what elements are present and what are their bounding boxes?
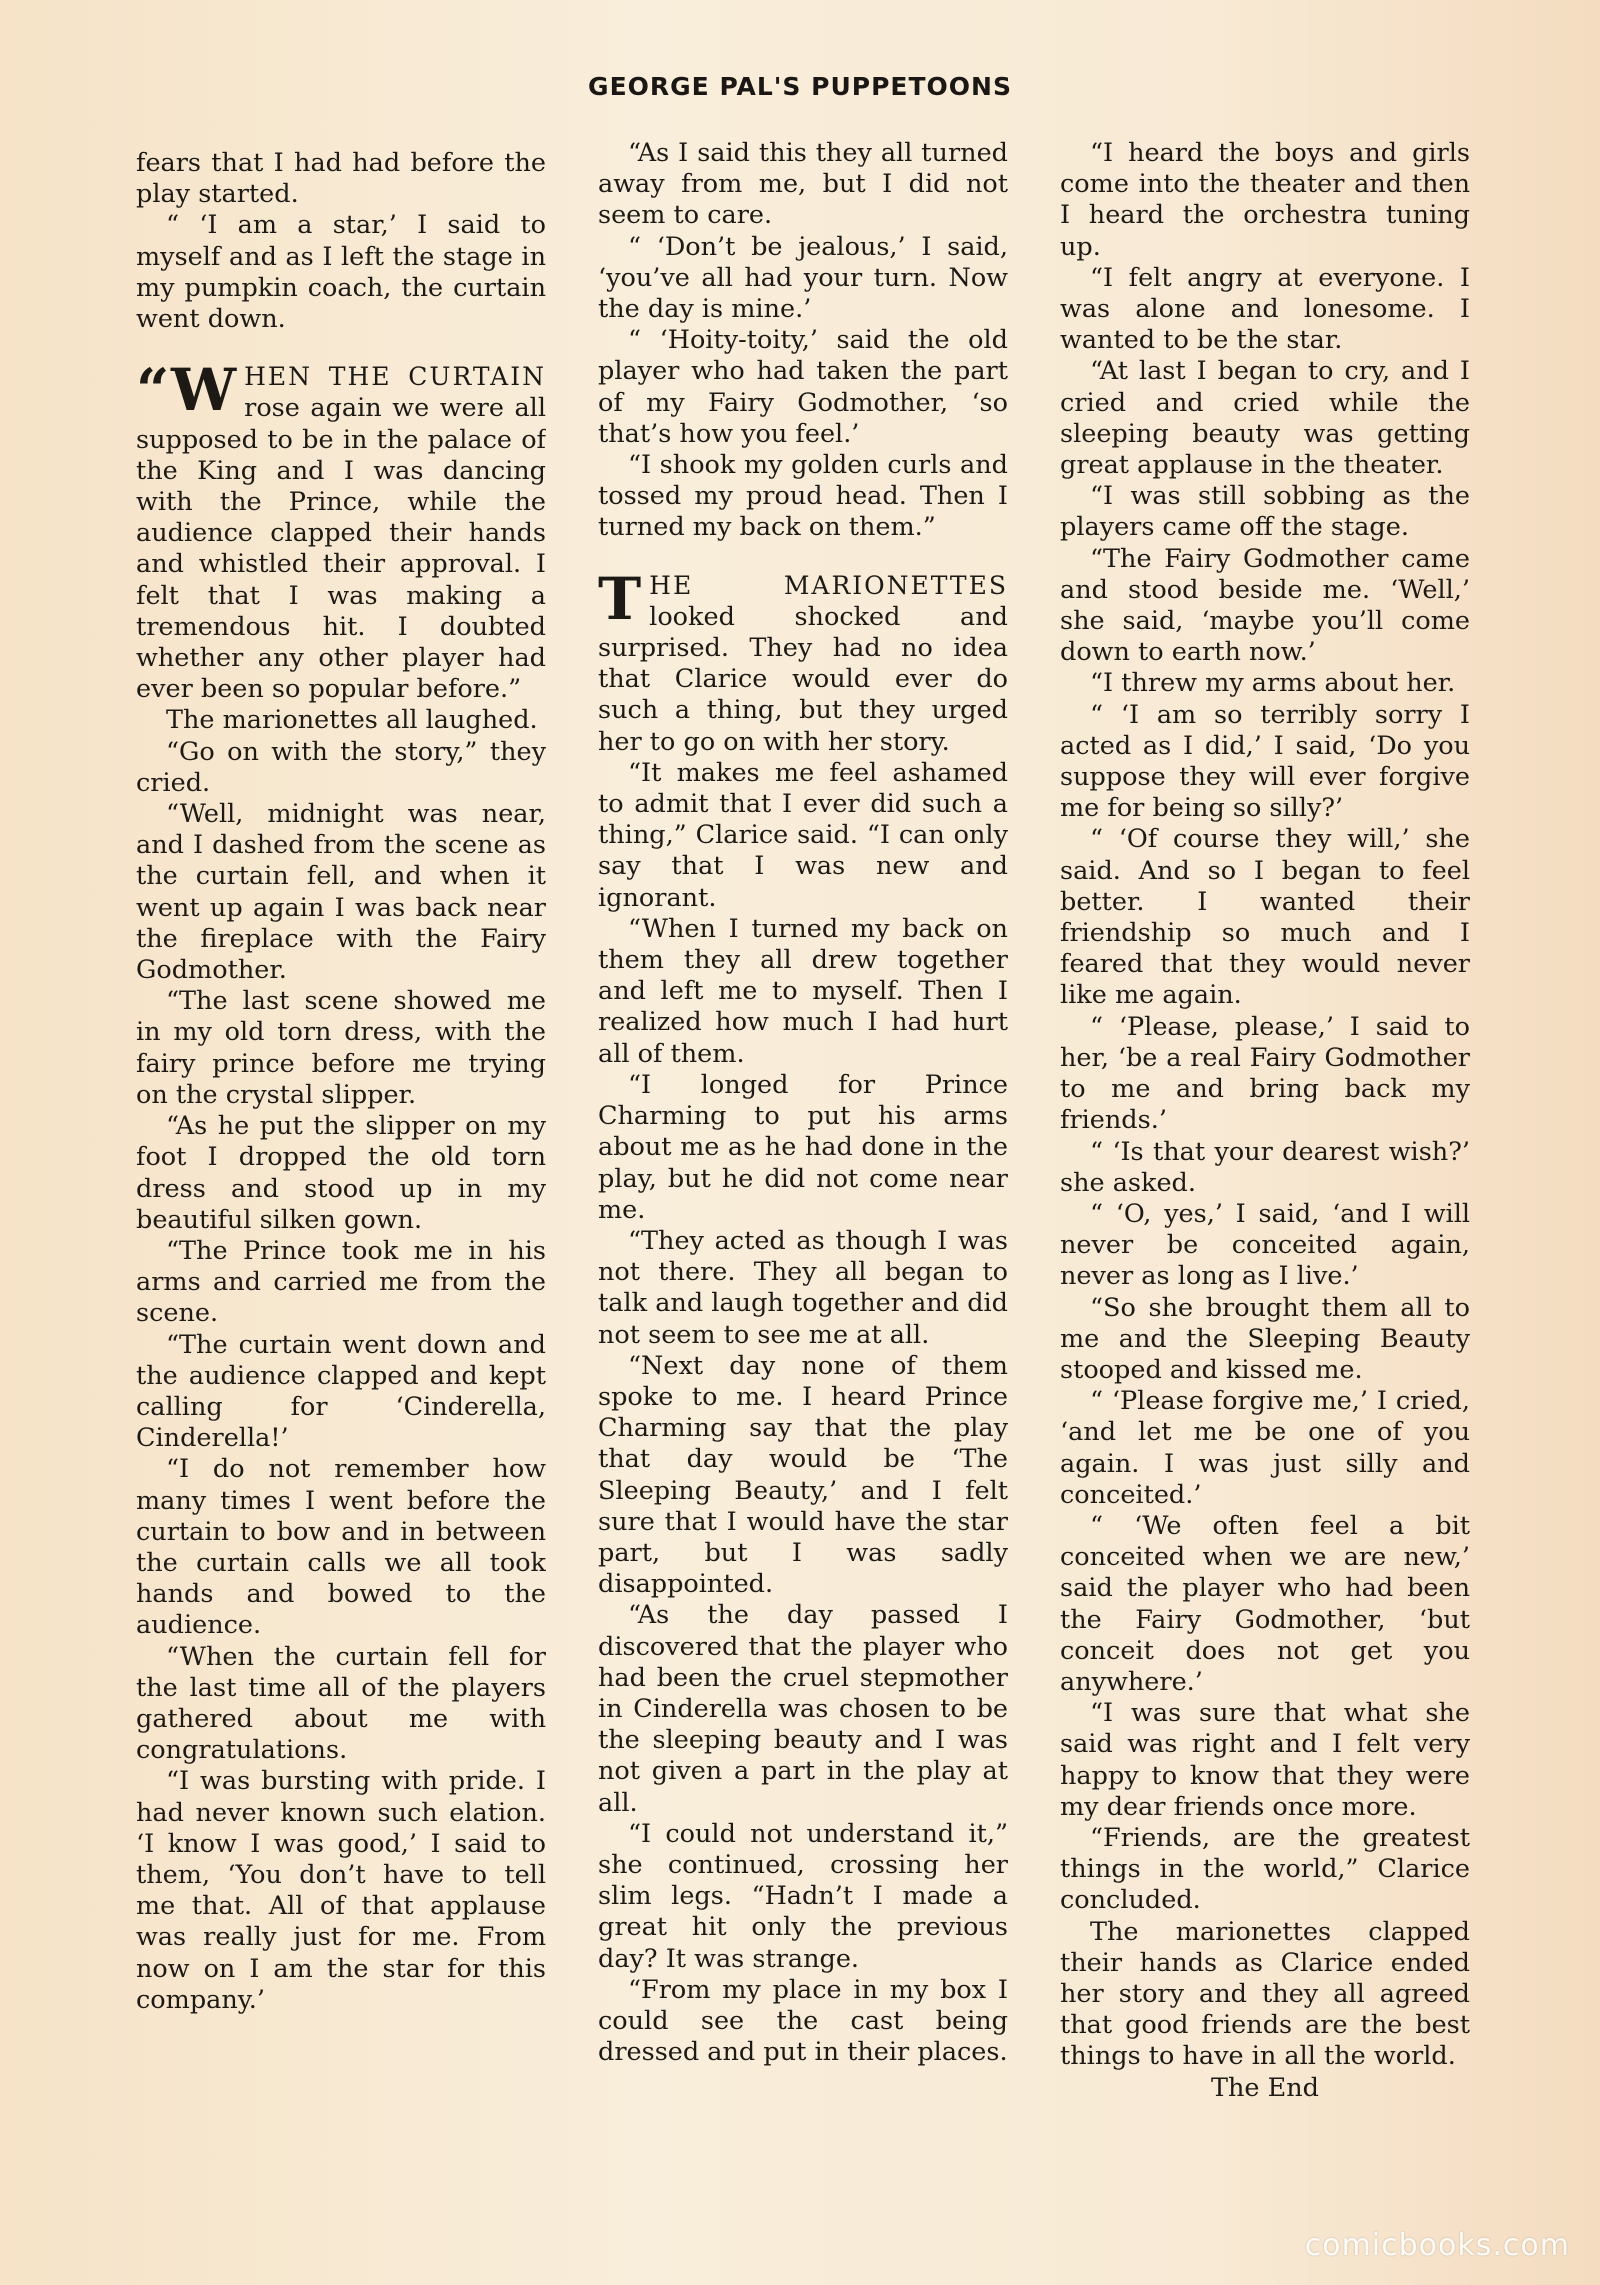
paragraph: “At last I began to cry, and I cried and cried while the sleeping beauty was getting great applause in the theater. [1060,356,1470,481]
paragraph: fears that I had had before the play started. [136,148,546,210]
paragraph: The marionettes clapped their hands as Clarice ended her story and they all agreed that good friends are the best things to have in all the world. [1060,1916,1470,2072]
section-lead-caps: HEN THE CURTAIN [244,362,546,392]
paragraph: “I threw my arms about her. [1090,668,1456,699]
paragraph: “The Prince took me in his arms and carried me from the scene. [136,1235,546,1329]
story-end-label: The End [1211,2072,1319,2103]
section-opening-paragraph [598,564,1008,758]
paragraph: “The curtain went down and the audience clapped and kept calling for ‘Cinderella, Cinderella!’ [136,1329,546,1454]
section-opening-paragraph [136,356,546,705]
paragraph: “As I said this they all turned away from me, but I did not seem to care. [598,138,1008,231]
paragraph: “ ‘I am a star,’ I said to myself and as I left the stage in my pumpkin coach, the curtain went down. [136,210,546,335]
text-column-3 [1060,138,1470,2158]
paragraph: “ ‘Please, please,’ I said to her, ‘be a real Fairy Godmother to me and bring back my friends.’ [1060,1011,1470,1136]
paragraph: “Friends, are the greatest things in the world,” Clarice concluded. [1060,1822,1470,1916]
paragraph: “They acted as though I was not there. They all began to talk and laugh together and did not seem to see me at all. [598,1225,1008,1350]
paragraph: “ ‘I am so terribly sorry I acted as I did,’ I said, ‘Do you suppose they will ever forgive me for being so silly?’ [1060,699,1470,824]
paragraph: “I longed for Prince Charming to put his arms about me as he had done in the play, but he did not come near me. [598,1069,1008,1225]
paragraph: “I was still sobbing as the players came off the stage. [1060,481,1470,543]
paragraph: “Next day none of them spoke to me. I heard Prince Charming say that the play that day would be ‘The Sleeping Beauty,’ and I felt sure that I would have the star part, but I was sadly disappointed. [598,1350,1008,1600]
paragraph: “As the day passed I discovered that the player who had been the cruel stepmother in Cinderella was chosen to be the sleeping beauty and I was not given a part in the play at all. [598,1600,1008,1818]
paragraph: “When the curtain fell for the last time all of the players gathered about me with congratulations. [136,1641,546,1766]
paragraph: “I was bursting with pride. I had never known such elation. ‘I know I was good,’ I said to them, ‘You don’t have to tell me that. All of that applause was really just for me. From now on I am the star for this company.’ [136,1766,546,2015]
paragraph: “ ‘Don’t be jealous,’ I said, ‘you’ve all had your turn. Now the day is mine.’ [598,231,1008,325]
paragraph: “I felt angry at everyone. I was alone and lonesome. I wanted to be the star. [1060,262,1470,356]
paragraph: The marionettes all laughed. [166,705,538,736]
paragraph: “As he put the slipper on my foot I dropped the old torn dress and stood up in my beautiful silken gown. [136,1111,546,1235]
drop-cap: “W [136,356,237,425]
paragraph: “I heard the boys and girls come into the theater and then I heard the orchestra tuning up. [1060,138,1470,262]
paragraph: “I shook my golden curls and tossed my proud head. Then I turned my back on them.” [598,450,1008,543]
paragraph: “I do not remember how many times I went before the curtain to bow and in between the curtain calls we all took hands and bowed to the audience. [136,1454,546,1641]
paragraph: “So she brought them all to me and the Sleeping Beauty stooped and kissed me. [1060,1292,1470,1385]
section-text: looked shocked and surprised. They had no idea that Clarice would ever do such a thing, but they urged her to go on with her story. [598,601,1008,757]
paragraph: “I was sure that what she said was right and I felt very happy to know that they were my dear friends once more. [1060,1698,1470,1822]
paragraph: “ ‘Of course they will,’ she said. And so I began to feel better. I wanted their friendship so much and I feared that they would never like me again. [1060,824,1470,1011]
drop-cap: T [598,564,642,633]
paragraph: “ ‘Is that your dearest wish?’ she asked. [1060,1136,1470,1198]
paragraph: “ ‘Please forgive me,’ I cried, ‘and let me be one of you again. I was just silly and conceited.’ [1060,1386,1470,1510]
text-column-1 [136,148,546,2168]
paragraph: “ ‘We often feel a bit conceited when we are new,’ said the player who had been the Fairy Godmother, ‘but conceit does not get you anywhere.’ [1060,1510,1470,1697]
paragraph: “I could not understand it,” she continued, crossing her slim legs. “Hadn’t I made a great hit only the previous day? It was strange. [598,1818,1008,1974]
section-text: rose again we were all supposed to be in the palace of the King and I was dancing with the Prince, while the audience clapped their hands and whistled their approval. I felt that I was making a tremendous hit. I doubted whether any other player had ever been so popular before.” [136,393,546,705]
paragraph: “Go on with the story,” they cried. [136,736,546,798]
paragraph: “When I turned my back on them they all drew together and left me to myself. Then I realized how much I had hurt all of them. [598,913,1008,1069]
section-lead-caps: HE MARIONETTES [649,570,1008,600]
watermark: comicbooks.com [1304,2228,1570,2263]
paragraph: “ ‘Hoity-toity,’ said the old player who had taken the part of my Fairy Godmother, ‘so that’s how you feel.’ [598,325,1008,449]
paragraph: “The Fairy Godmother came and stood beside me. ‘Well,’ she said, ‘maybe you’ll come down to earth now.’ [1060,543,1470,668]
text-column-2 [598,138,1008,2158]
paragraph: “From my place in my box I could see the cast being dressed and put in their places. [598,1974,1008,2068]
page-title: GEORGE PAL'S PUPPETOONS [588,72,1012,101]
paragraph: “ ‘O, yes,’ I said, ‘and I will never be conceited again, never as long as I live.’ [1060,1198,1470,1292]
paragraph: “It makes me feel ashamed to admit that I ever did such a thing,” Clarice said. “I can only say that I was new and ignorant. [598,757,1008,913]
paragraph: “Well, midnight was near, and I dashed from the scene as the curtain fell, and when it went up again I was back near the fireplace with the Fairy Godmother. [136,799,546,986]
paragraph: “The last scene showed me in my old torn dress, with the fairy prince before me trying on the crystal slipper. [136,986,546,1110]
